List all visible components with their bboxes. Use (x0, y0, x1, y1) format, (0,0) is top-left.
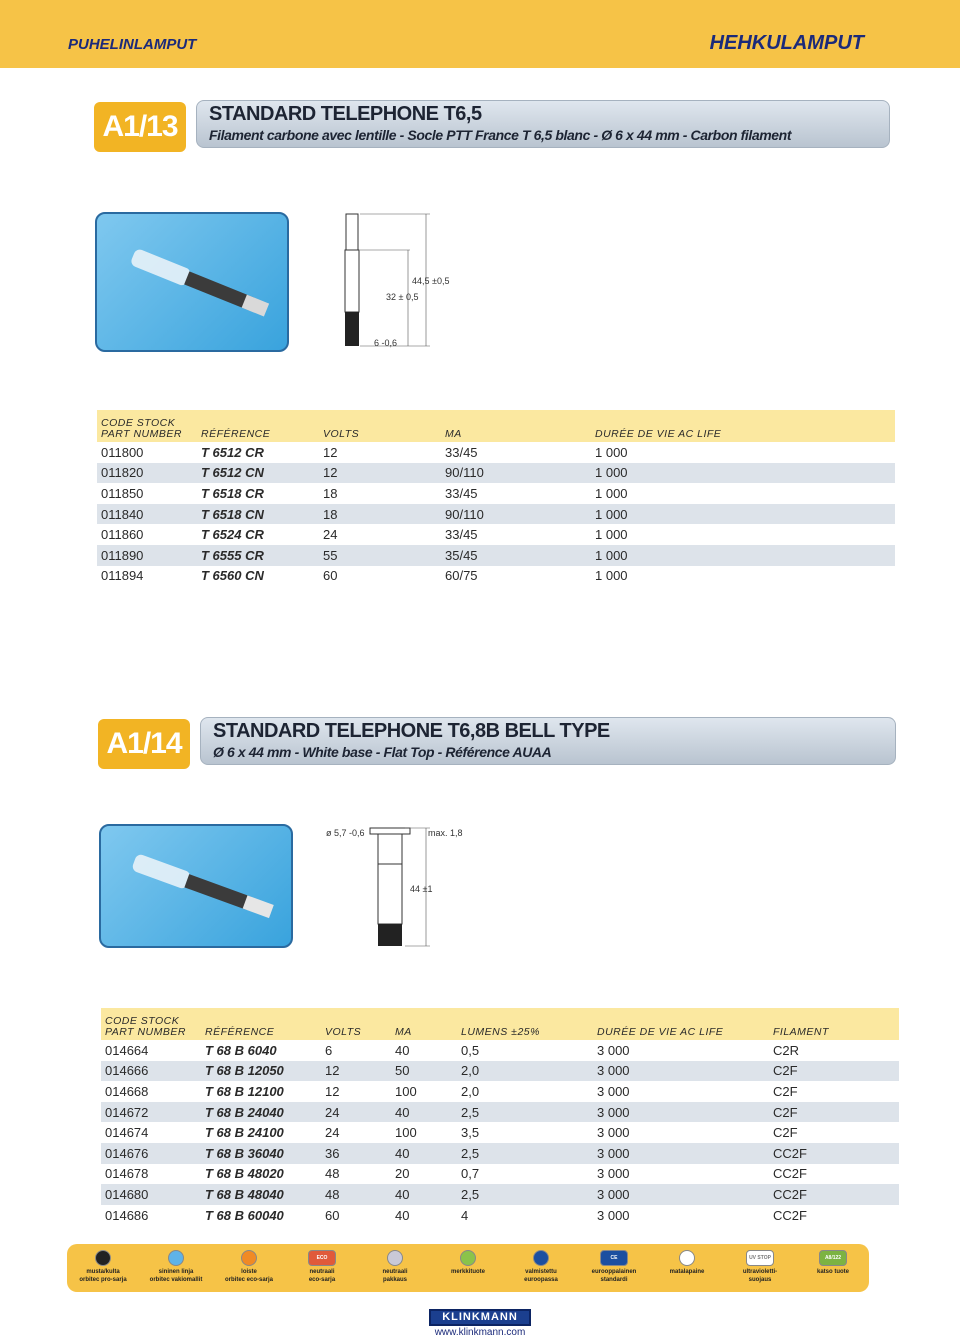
table-row (97, 566, 895, 587)
lamp-dimension-drawing (330, 208, 470, 358)
table-cell: 24 (321, 1122, 391, 1143)
table-cell: 40 (391, 1205, 457, 1226)
table-cell: 011860 (97, 524, 197, 545)
brand-product-icon (460, 1250, 476, 1266)
table-cell: 33/45 (441, 524, 591, 545)
legend-label: sininen linja (158, 1269, 194, 1275)
legend-label: katso tuote (816, 1269, 849, 1275)
table-row (101, 1184, 899, 1205)
table-cell: 0,5 (457, 1040, 593, 1061)
table-cell: 1 000 (591, 545, 895, 566)
table-cell: 3,5 (457, 1122, 593, 1143)
legend-sublabel: orbitec pro-sarja (79, 1277, 127, 1283)
symbol-legend (67, 1244, 869, 1292)
table-cell: 33/45 (441, 442, 591, 463)
table-cell: 011890 (97, 545, 197, 566)
table-cell: 014674 (101, 1122, 201, 1143)
table-cell: T 68 B 60040 (201, 1205, 321, 1226)
table-cell: 12 (321, 1061, 391, 1082)
table-row (101, 1164, 899, 1185)
table-cell: 60 (321, 1205, 391, 1226)
table-cell: 1 000 (591, 463, 895, 484)
product-title-bar (196, 100, 890, 148)
table-cell: 3 000 (593, 1102, 769, 1123)
made-in-europe-icon (533, 1250, 549, 1266)
legend-item (287, 1250, 357, 1284)
table-body (97, 442, 895, 586)
product-code-badge: A1/13 (94, 102, 186, 152)
lamp-image-icon (101, 826, 293, 948)
table-cell: T 6512 CR (197, 442, 319, 463)
legend-label: valmistettu (525, 1269, 557, 1275)
col-volts: VOLTS (319, 410, 441, 442)
lamp-photo (95, 212, 289, 352)
legend-label: neutraali (382, 1269, 408, 1275)
table-cell: 48 (321, 1164, 391, 1185)
table-cell: 36 (321, 1143, 391, 1164)
table-cell: 014672 (101, 1102, 201, 1123)
table-row (101, 1081, 899, 1102)
table-cell: 3 000 (593, 1164, 769, 1185)
legend-label: eurooppalainen (591, 1269, 637, 1275)
col-ac-life: DURÉE DE VIE AC LIFE (593, 1008, 769, 1040)
col-ma: MA (441, 410, 591, 442)
ce-icon: CE (600, 1250, 628, 1266)
table-cell: 4 (457, 1205, 593, 1226)
table-cell: 100 (391, 1122, 457, 1143)
col-volts: VOLTS (321, 1008, 391, 1040)
table-cell: 2,0 (457, 1081, 593, 1102)
table-cell: 40 (391, 1040, 457, 1061)
table-cell: 3 000 (593, 1205, 769, 1226)
dimension-diameter-label: ø 5,7 -0,6 (326, 828, 365, 838)
table-cell: 3 000 (593, 1061, 769, 1082)
dimension-top-label: max. 1,8 (428, 828, 463, 838)
table-cell: 2,0 (457, 1061, 593, 1082)
table-row (97, 524, 895, 545)
table-cell: 100 (391, 1081, 457, 1102)
table-row (97, 545, 895, 566)
col-filament: FILAMENT (769, 1008, 899, 1040)
table-cell: C2F (769, 1122, 899, 1143)
orange-line-icon (241, 1250, 257, 1266)
legend-item (68, 1250, 138, 1284)
table-cell: CC2F (769, 1184, 899, 1205)
table-row (101, 1143, 899, 1164)
table-cell: 90/110 (441, 463, 591, 484)
blue-line-icon (168, 1250, 184, 1266)
legend-label: neutraali (309, 1269, 335, 1275)
table-cell: 12 (319, 442, 441, 463)
table-cell: T 68 B 48020 (201, 1164, 321, 1185)
col-part-number: CODE STOCK PART NUMBER (101, 1008, 201, 1040)
table-cell: 18 (319, 504, 441, 525)
col-ac-life: DURÉE DE VIE AC LIFE (591, 410, 895, 442)
table-cell: 35/45 (441, 545, 591, 566)
legend-item (652, 1250, 722, 1276)
category-title: PUHELINLAMPUT (68, 36, 197, 53)
legend-sublabel: euroopassa (524, 1277, 558, 1283)
table-cell: 24 (319, 524, 441, 545)
table-cell: C2F (769, 1102, 899, 1123)
dimension-base-label: 32 ± 0,5 (386, 292, 419, 302)
table-cell: T 6524 CR (197, 524, 319, 545)
table-cell: 40 (391, 1143, 457, 1164)
table-cell: 50 (391, 1061, 457, 1082)
legend-sublabel: suojaus (748, 1277, 772, 1283)
table-cell: T 68 B 24100 (201, 1122, 321, 1143)
legend-item (433, 1250, 503, 1276)
product-title: STANDARD TELEPHONE T6,5 (209, 103, 482, 125)
table-cell: T 6512 CN (197, 463, 319, 484)
table-cell: 011800 (97, 442, 197, 463)
table-cell: 2,5 (457, 1102, 593, 1123)
legend-label: loiste (241, 1269, 257, 1275)
half-black-gold-icon (95, 1250, 111, 1266)
table-cell: 1 000 (591, 566, 895, 587)
legend-sublabel: standardi (600, 1277, 628, 1283)
product-title-bar (200, 717, 896, 765)
table-cell: 12 (319, 463, 441, 484)
table-row (97, 463, 895, 484)
legend-label: merkkituote (450, 1269, 485, 1275)
table-cell: T 6518 CR (197, 483, 319, 504)
product-subtitle: Filament carbone avec lentille - Socle PTT France T 6,5 blanc - Ø 6 x 44 mm - Carbon filament (209, 127, 792, 143)
table-cell: 20 (391, 1164, 457, 1185)
table-cell: 2,5 (457, 1143, 593, 1164)
table-cell: 3 000 (593, 1081, 769, 1102)
table-cell: 1 000 (591, 442, 895, 463)
legend-label: matalapaine (669, 1269, 705, 1275)
table-cell: 60/75 (441, 566, 591, 587)
table-cell: 011820 (97, 463, 197, 484)
lamp-dimension-drawing (320, 818, 480, 950)
table-cell: T 68 B 36040 (201, 1143, 321, 1164)
table-cell: 014676 (101, 1143, 201, 1164)
legend-item (725, 1250, 795, 1284)
table-cell: 0,7 (457, 1164, 593, 1185)
table-row (97, 483, 895, 504)
dimension-length-label: 44 ±1 (410, 884, 433, 894)
table-cell: 014686 (101, 1205, 201, 1226)
table-cell: 40 (391, 1102, 457, 1123)
table-row (97, 504, 895, 525)
table-cell: T 68 B 12100 (201, 1081, 321, 1102)
legend-sublabel: orbitec vakiomallit (149, 1277, 203, 1283)
uv-stop-icon: UV STOP (746, 1250, 774, 1266)
klinkmann-logo: KLINKMANN (429, 1309, 531, 1326)
table-cell: T 68 B 12050 (201, 1061, 321, 1082)
low-pressure-icon (679, 1250, 695, 1266)
table-cell: T 6560 CN (197, 566, 319, 587)
table-cell: T 68 B 24040 (201, 1102, 321, 1123)
table-cell: CC2F (769, 1164, 899, 1185)
table-row (101, 1061, 899, 1082)
table-cell: 014680 (101, 1184, 201, 1205)
table-cell: 011850 (97, 483, 197, 504)
table-cell: C2R (769, 1040, 899, 1061)
table-header-row (101, 1008, 899, 1040)
table-cell: 24 (321, 1102, 391, 1123)
spec-table-a1-14 (101, 1008, 899, 1225)
table-cell: 60 (319, 566, 441, 587)
legend-sublabel: pakkaus (382, 1277, 407, 1283)
table-cell: 3 000 (593, 1143, 769, 1164)
product-title: STANDARD TELEPHONE T6,8B BELL TYPE (213, 720, 610, 742)
table-cell: 1 000 (591, 504, 895, 525)
table-cell: 40 (391, 1184, 457, 1205)
neutral-pack-icon (387, 1250, 403, 1266)
table-cell: 33/45 (441, 483, 591, 504)
table-cell: 90/110 (441, 504, 591, 525)
table-cell: T 68 B 6040 (201, 1040, 321, 1061)
legend-sublabel: eco-sarja (308, 1277, 336, 1283)
table-cell: 6 (321, 1040, 391, 1061)
see-product-icon: A8/122 (819, 1250, 847, 1266)
legend-item (141, 1250, 211, 1284)
dimension-diameter-label: 6 -0,6 (374, 338, 398, 348)
legend-item (214, 1250, 284, 1284)
table-header-row (97, 410, 895, 442)
table-cell: 12 (321, 1081, 391, 1102)
table-cell: 3 000 (593, 1184, 769, 1205)
legend-label: musta/kulta (86, 1269, 120, 1275)
lamp-photo (99, 824, 293, 948)
table-cell: 18 (319, 483, 441, 504)
table-cell: T 68 B 48040 (201, 1184, 321, 1205)
table-row (101, 1040, 899, 1061)
table-cell: 014666 (101, 1061, 201, 1082)
col-part-number: CODE STOCK PART NUMBER (97, 410, 197, 442)
col-lumens: LUMENS ±25% (457, 1008, 593, 1040)
spec-table-a1-13 (97, 410, 895, 586)
dimension-length-label: 44,5 ±0,5 (412, 276, 450, 286)
lamp-image-icon (97, 214, 289, 352)
legend-item (360, 1250, 430, 1284)
table-row (97, 442, 895, 463)
table-cell: 2,5 (457, 1184, 593, 1205)
table-cell: CC2F (769, 1143, 899, 1164)
page-header (0, 0, 960, 68)
table-cell: C2F (769, 1061, 899, 1082)
table-cell: 1 000 (591, 483, 895, 504)
table-cell: T 6555 CR (197, 545, 319, 566)
table-cell: CC2F (769, 1205, 899, 1226)
table-row (101, 1205, 899, 1226)
table-cell: 014664 (101, 1040, 201, 1061)
legend-item (798, 1250, 868, 1276)
product-subtitle: Ø 6 x 44 mm - White base - Flat Top - Référence AUAA (213, 744, 552, 760)
table-cell: 55 (319, 545, 441, 566)
legend-sublabel: orbitec eco-sarja (224, 1277, 274, 1283)
legend-item (506, 1250, 576, 1284)
table-cell: 3 000 (593, 1040, 769, 1061)
col-ma: MA (391, 1008, 457, 1040)
col-reference: RÉFÉRENCE (197, 410, 319, 442)
legend-item (579, 1250, 649, 1284)
legend-label: ultravioletti- (742, 1269, 778, 1275)
table-cell: 011894 (97, 566, 197, 587)
table-cell: 1 000 (591, 524, 895, 545)
table-row (101, 1122, 899, 1143)
section-title: HEHKULAMPUT (709, 32, 864, 54)
table-cell: 48 (321, 1184, 391, 1205)
website-link[interactable]: www.klinkmann.com (434, 1327, 526, 1337)
table-cell: 014668 (101, 1081, 201, 1102)
table-cell: 3 000 (593, 1122, 769, 1143)
table-cell: C2F (769, 1081, 899, 1102)
table-cell: 011840 (97, 504, 197, 525)
table-cell: 014678 (101, 1164, 201, 1185)
col-reference: RÉFÉRENCE (201, 1008, 321, 1040)
product-code-badge: A1/14 (98, 719, 190, 769)
table-body (101, 1040, 899, 1225)
table-cell: T 6518 CN (197, 504, 319, 525)
eco-icon: ECO (308, 1250, 336, 1266)
table-row (101, 1102, 899, 1123)
